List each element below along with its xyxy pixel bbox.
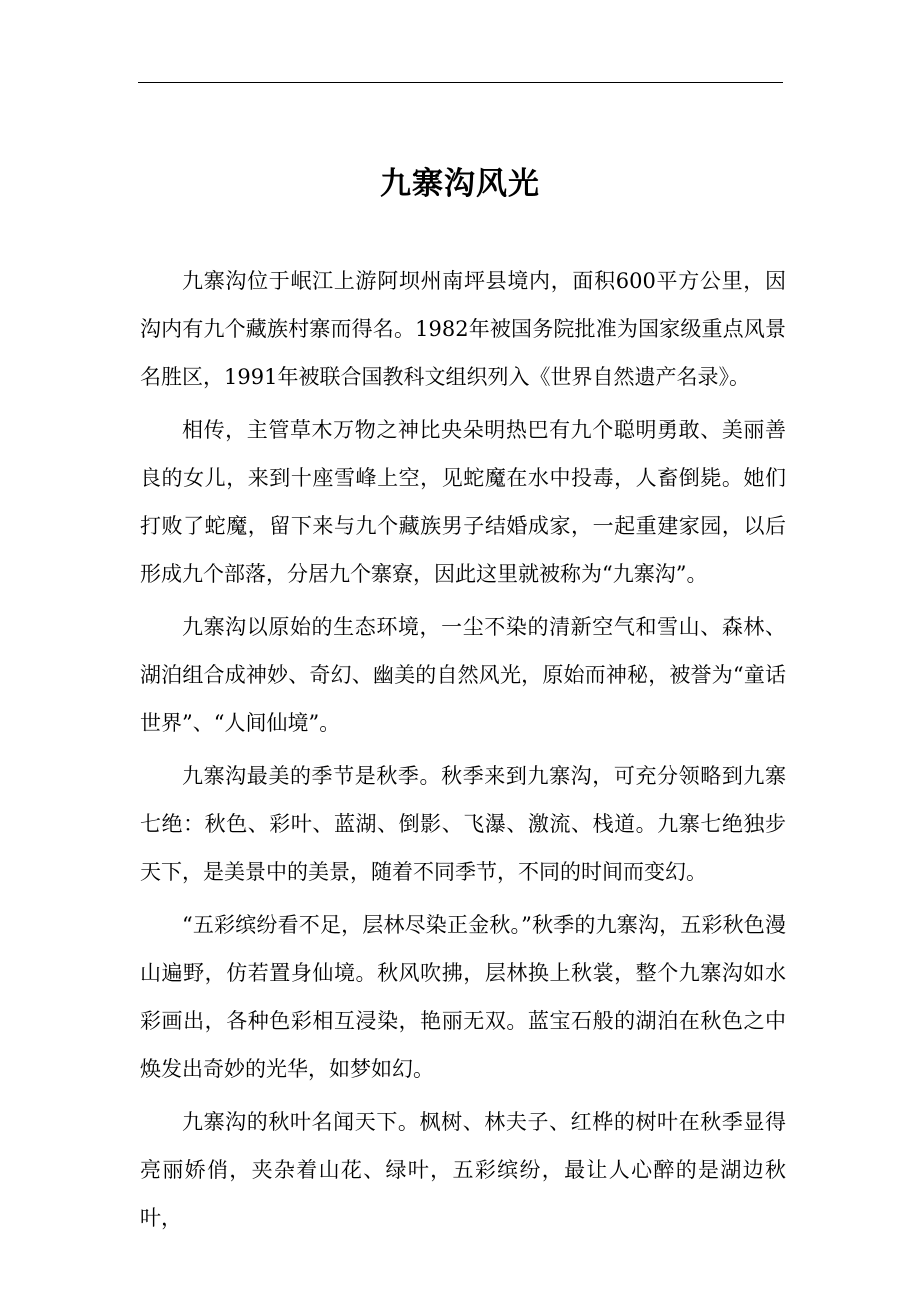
paragraph-location: 九寨沟位于岷江上游阿坝州南坪县境内，面积600平方公里，因沟内有九个藏族村寨而得名。1982年被国务院批准为国家级重点风景名胜区，1991年被联合国教科文组织列入《世界自然遗产名录》。 [140,269,786,389]
paragraph-autumn-leaves: 九寨沟的秋叶名闻天下。枫树、林夫子、红桦的树叶在秋季显得亮丽娇俏，夹杂着山花、绿叶，五彩缤纷，最让人心醉的是湖边秋叶， [140,1110,786,1230]
paragraph-legend: 相传，主管草木万物之神比央朵明热巴有九个聪明勇敢、美丽善良的女儿，来到十座雪峰上空，见蛇魔在水中投毒，人畜倒毙。她们打败了蛇魔，留下来与九个藏族男子结婚成家，一起重建家园，以后形成九个部落，分居九个寨寮，因此这里就被称为“九寨沟”。 [140,418,786,586]
paragraph-autumn: 九寨沟最美的季节是秋季。秋季来到九寨沟，可充分领略到九寨七绝：秋色、彩叶、蓝湖、倒影、飞瀑、激流、栈道。九寨七绝独步天下，是美景中的美景，随着不同季节，不同的时间而变幻。 [140,764,786,884]
document-title: 九寨沟风光 [380,166,540,202]
paragraph-autumn-colors: “五彩缤纷看不足，层林尽染正金秋。”秋季的九寨沟，五彩秋色漫山遍野，仿若置身仙境。秋风吹拂，层林换上秋裳，整个九寨沟如水彩画出，各种色彩相互浸染，艳丽无双。蓝宝石般的湖泊在秋色之中焕发出奇妙的光华，如梦如幻。 [140,913,786,1081]
header-rule [138,82,783,83]
document-body [140,257,786,1247]
paragraph-scenery: 九寨沟以原始的生态环境，一尘不染的清新空气和雪山、森林、湖泊组合成神妙、奇幻、幽美的自然风光，原始而神秘，被誉为“童话世界”、“人间仙境”。 [140,615,786,735]
